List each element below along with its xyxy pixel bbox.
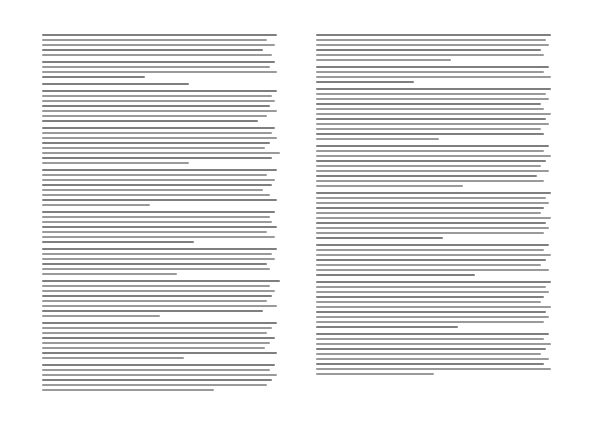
text-line bbox=[42, 295, 272, 297]
text-line bbox=[42, 327, 272, 329]
text-line bbox=[316, 301, 541, 303]
text-line bbox=[42, 248, 277, 250]
paragraph bbox=[42, 90, 287, 122]
text-line bbox=[42, 379, 272, 381]
text-line bbox=[316, 192, 551, 194]
text-line bbox=[316, 306, 551, 308]
paragraph bbox=[316, 281, 561, 328]
text-line bbox=[316, 93, 546, 95]
text-line bbox=[42, 169, 277, 171]
text-line bbox=[42, 253, 272, 255]
text-line bbox=[42, 174, 267, 176]
text-line bbox=[42, 120, 258, 122]
text-line bbox=[316, 185, 463, 187]
text-line bbox=[316, 326, 458, 328]
text-line bbox=[42, 71, 277, 73]
text-line bbox=[316, 155, 551, 157]
paragraph bbox=[42, 34, 287, 56]
text-line bbox=[42, 179, 275, 181]
paragraph bbox=[42, 280, 287, 317]
text-line bbox=[42, 290, 275, 292]
text-line bbox=[316, 348, 546, 350]
text-line bbox=[42, 90, 277, 92]
text-line bbox=[42, 189, 263, 191]
text-line bbox=[42, 337, 275, 339]
paragraph bbox=[316, 333, 561, 375]
text-line bbox=[316, 227, 549, 229]
text-line bbox=[316, 244, 549, 246]
text-line bbox=[42, 105, 270, 107]
text-line bbox=[42, 83, 189, 85]
text-line bbox=[316, 259, 546, 261]
text-line bbox=[42, 342, 270, 344]
text-line bbox=[42, 221, 272, 223]
text-line bbox=[316, 81, 414, 83]
paragraph bbox=[42, 322, 287, 359]
text-line bbox=[316, 150, 544, 152]
text-line bbox=[316, 160, 546, 162]
text-line bbox=[42, 184, 272, 186]
text-line bbox=[42, 263, 267, 265]
text-line bbox=[42, 194, 270, 196]
text-line bbox=[42, 110, 277, 112]
text-line bbox=[42, 61, 275, 63]
text-line bbox=[316, 108, 544, 110]
text-line bbox=[316, 66, 549, 68]
text-line bbox=[42, 241, 194, 243]
text-line bbox=[42, 157, 272, 159]
text-line bbox=[42, 49, 263, 51]
text-line bbox=[316, 333, 549, 335]
text-line bbox=[42, 285, 270, 287]
text-line bbox=[316, 44, 549, 46]
text-line bbox=[316, 291, 549, 293]
text-line bbox=[42, 44, 275, 46]
text-line bbox=[42, 236, 275, 238]
paragraph bbox=[42, 61, 287, 78]
text-line bbox=[42, 142, 270, 144]
text-line bbox=[316, 118, 546, 120]
text-line bbox=[316, 180, 544, 182]
text-line bbox=[316, 207, 544, 209]
text-line bbox=[42, 100, 275, 102]
text-line bbox=[316, 197, 546, 199]
text-line bbox=[42, 268, 270, 270]
paragraph bbox=[316, 244, 561, 276]
text-line bbox=[316, 98, 549, 100]
text-line bbox=[316, 368, 551, 370]
text-line bbox=[42, 216, 270, 218]
text-line bbox=[316, 59, 451, 61]
text-line bbox=[42, 300, 267, 302]
text-line bbox=[316, 232, 544, 234]
text-line bbox=[316, 123, 549, 125]
text-line bbox=[42, 127, 275, 129]
text-line bbox=[42, 352, 277, 354]
text-line bbox=[42, 280, 280, 282]
paragraph bbox=[42, 83, 287, 85]
text-line bbox=[316, 39, 546, 41]
text-line bbox=[316, 237, 443, 239]
text-line bbox=[42, 364, 275, 366]
text-line bbox=[316, 88, 551, 90]
text-line bbox=[42, 34, 277, 36]
text-line bbox=[316, 269, 549, 271]
text-line bbox=[42, 332, 267, 334]
text-line bbox=[42, 389, 214, 391]
text-line bbox=[316, 34, 551, 36]
paragraph bbox=[316, 34, 561, 61]
text-line bbox=[316, 316, 549, 318]
text-line bbox=[42, 211, 275, 213]
text-line bbox=[42, 374, 277, 376]
paragraph bbox=[316, 88, 561, 140]
paragraph bbox=[42, 248, 287, 275]
text-line bbox=[42, 76, 145, 78]
text-column-left bbox=[42, 34, 287, 396]
paragraph bbox=[42, 211, 287, 243]
text-line bbox=[316, 373, 434, 375]
text-line bbox=[316, 286, 546, 288]
text-line bbox=[42, 132, 272, 134]
text-line bbox=[316, 71, 544, 73]
text-line bbox=[42, 347, 265, 349]
text-line bbox=[42, 322, 277, 324]
text-line bbox=[316, 103, 541, 105]
text-line bbox=[316, 217, 551, 219]
text-line bbox=[316, 54, 544, 56]
text-line bbox=[316, 145, 549, 147]
text-line bbox=[42, 369, 270, 371]
text-line bbox=[42, 152, 280, 154]
paragraph bbox=[42, 364, 287, 391]
text-line bbox=[316, 311, 546, 313]
text-line bbox=[316, 165, 541, 167]
text-line bbox=[316, 76, 551, 78]
text-line bbox=[42, 204, 150, 206]
text-line bbox=[42, 384, 267, 386]
text-line bbox=[316, 138, 439, 140]
text-line bbox=[316, 113, 551, 115]
text-line bbox=[316, 170, 549, 172]
paragraph bbox=[316, 192, 561, 239]
text-line bbox=[42, 95, 272, 97]
text-column-right bbox=[316, 34, 561, 380]
paragraph bbox=[316, 66, 561, 83]
text-line bbox=[316, 133, 544, 135]
text-line bbox=[42, 137, 277, 139]
text-line bbox=[42, 310, 263, 312]
text-line bbox=[42, 273, 177, 275]
text-line bbox=[316, 49, 541, 51]
text-line bbox=[316, 212, 541, 214]
text-line bbox=[42, 305, 277, 307]
text-line bbox=[42, 147, 265, 149]
text-line bbox=[316, 175, 537, 177]
text-line bbox=[316, 222, 546, 224]
text-line bbox=[316, 343, 551, 345]
text-line bbox=[42, 199, 277, 201]
text-line bbox=[316, 274, 475, 276]
text-line bbox=[316, 264, 541, 266]
text-line bbox=[42, 66, 270, 68]
text-line bbox=[316, 353, 541, 355]
text-line bbox=[316, 254, 551, 256]
text-line bbox=[42, 258, 275, 260]
text-line bbox=[42, 226, 277, 228]
text-line bbox=[316, 202, 549, 204]
paragraph bbox=[42, 169, 287, 206]
text-line bbox=[316, 281, 551, 283]
text-line bbox=[316, 296, 544, 298]
text-line bbox=[42, 315, 160, 317]
text-line bbox=[316, 128, 541, 130]
text-line bbox=[316, 363, 544, 365]
text-line bbox=[316, 321, 544, 323]
text-line bbox=[42, 39, 267, 41]
text-line bbox=[42, 115, 267, 117]
paragraph bbox=[316, 145, 561, 187]
paragraph bbox=[42, 127, 287, 164]
text-line bbox=[42, 54, 272, 56]
text-line bbox=[42, 357, 184, 359]
text-line bbox=[42, 231, 267, 233]
text-line bbox=[316, 358, 549, 360]
text-line bbox=[316, 338, 544, 340]
text-line bbox=[316, 249, 544, 251]
text-line bbox=[42, 162, 189, 164]
